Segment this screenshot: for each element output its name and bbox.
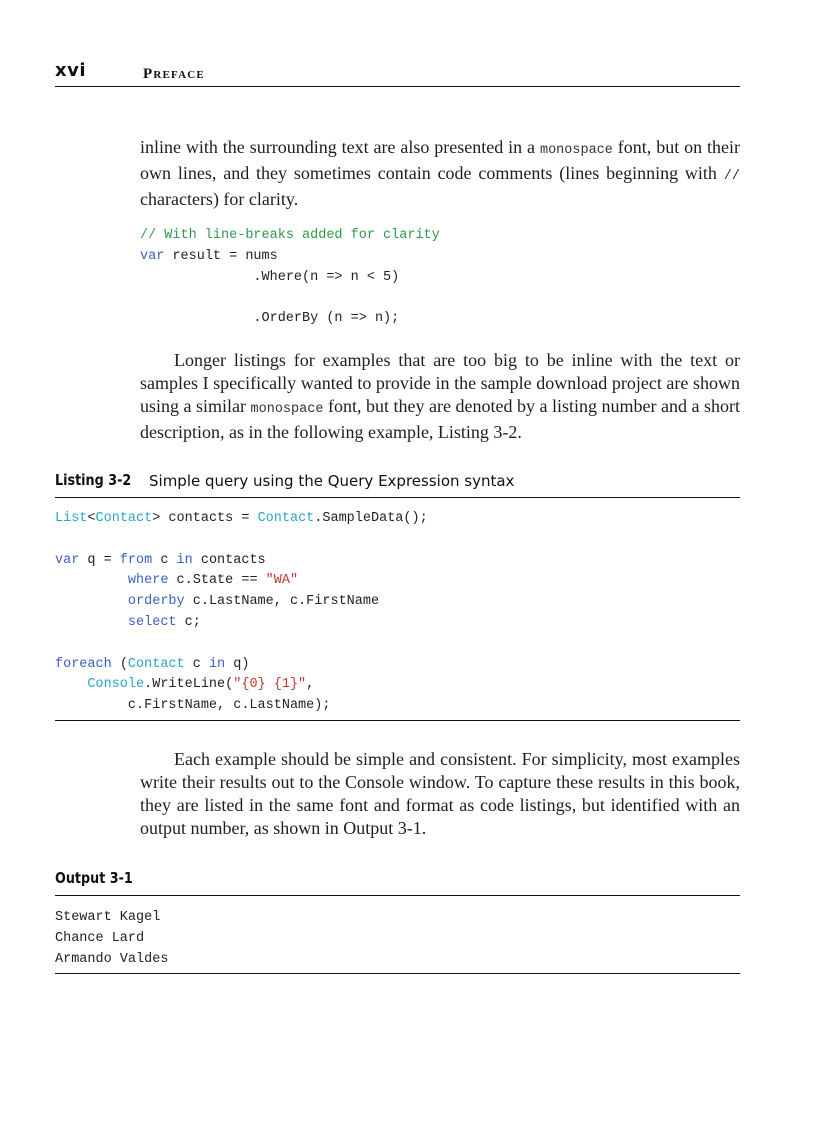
inline-code-term: // [723,169,740,184]
listing-code: List<Contact> contacts = Contact.SampleData(); var q = from c in contacts where c.State == "WA" orderby c.LastName, c.FirstName select c; foreach (Contact c in q) Console.WriteLine("{0} {1}", c.FirstName, c.LastName); [55,511,428,714]
listing-title: Simple query using the Query Expression syntax [149,472,515,490]
output-line: Chance Lard [55,930,145,946]
inline-code-block: // With line-breaks added for clarity var result = nums .Where(n => n < 5) .OrderBy (n => n); [140,228,440,327]
code-comment: // With line-breaks added for clarity [140,228,440,243]
output-caption [55,869,740,896]
inline-code-term: monospace [250,402,324,417]
listing-bottom-rule [55,720,740,721]
output-block [55,908,168,970]
section-title: Preface [143,66,205,82]
listing-paragraph: Longer listings for examples that are too big to be inline with the text or samples I specifically wanted to provide in the sample download project are shown using a similar monospace font, but they are denoted by a listing number and a short description, as in the following example, Listing 3-2. [140,350,740,442]
output-label: Output 3-1 [55,869,133,887]
output-line: Armando Valdes [55,951,169,967]
output-paragraph: Each example should be simple and consistent. For simplicity, most examples write their results out to the Console window. To capture these results in this book, they are listed in the same font and format as code listings, but identified with an output number, as shown in Output 3-1. [140,749,740,838]
inline-code-term: monospace [539,143,613,158]
listing-label: Listing 3-2 [55,471,132,489]
running-head [55,60,740,87]
listing-caption [55,471,740,498]
output-line: Stewart Kagel [55,910,161,925]
page-number: xvi [55,60,87,81]
output-bottom-rule [55,973,740,974]
intro-paragraph: inline with the surrounding text are also presented in a monospace font, but on their own lines, and they sometimes contain code comments (lines beginning with // characters) for clarity. [140,137,740,209]
